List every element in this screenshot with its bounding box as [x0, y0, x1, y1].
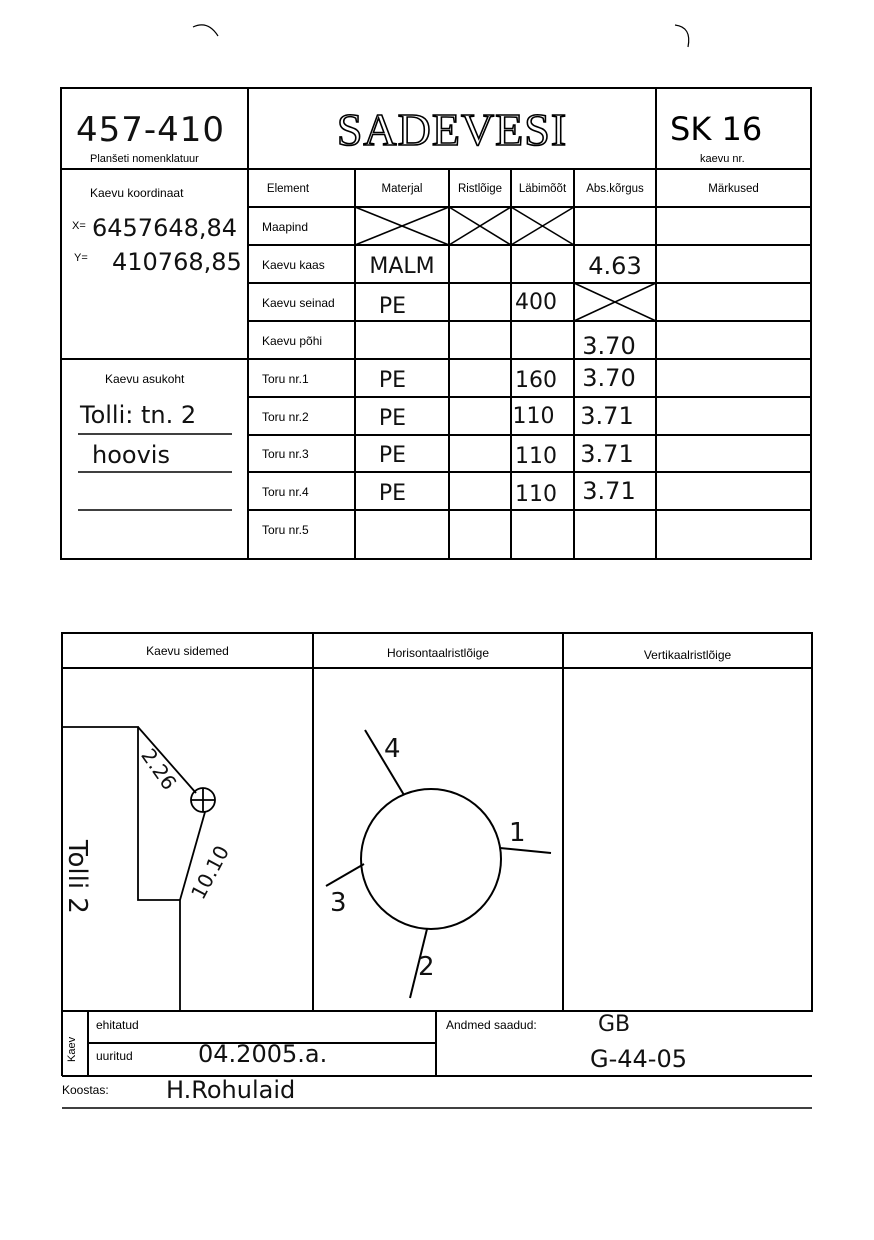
row-material: MALM	[369, 253, 435, 279]
row-material: PE	[378, 442, 407, 468]
row-element: Toru nr.1	[262, 372, 309, 386]
dimension-top: 2.26	[136, 744, 182, 795]
pipe-label-3: 3	[330, 888, 347, 918]
vertical-section-header: Vertikaalristlõige	[643, 648, 732, 662]
built-label: ehitatud	[96, 1018, 139, 1032]
dimension-side: 10.10	[186, 841, 235, 904]
header-element: Element	[266, 182, 310, 195]
links-header: Kaevu sidemed	[146, 644, 229, 658]
data-entered-value1: GB	[598, 1012, 631, 1037]
row-element: Kaevu seinad	[262, 296, 335, 310]
row-abs-height: 4.63	[588, 252, 642, 280]
row-abs-height: 3.71	[582, 477, 636, 505]
y-coordinate-value: 410768,85	[112, 248, 242, 276]
row-material: PE	[378, 293, 407, 319]
header-section: Ristlõige	[457, 182, 503, 195]
x-coordinate-value: 6457648,84	[92, 214, 238, 242]
header-material: Materjal	[381, 182, 423, 195]
row-element: Toru nr.4	[262, 485, 309, 499]
nomenclature-label: Planšeti nomenklatuur	[90, 153, 199, 165]
row-diameter: 110	[512, 403, 555, 429]
row-abs-height: 3.70	[582, 332, 636, 360]
row-diameter: 160	[515, 367, 557, 393]
row-element: Maapind	[262, 220, 309, 234]
row-material: PE	[378, 367, 407, 393]
header-diameter: Läbimõõt	[518, 182, 567, 195]
surveyed-label: uuritud	[96, 1049, 133, 1063]
row-diameter: 400	[515, 289, 557, 315]
horizontal-section-header: Horisontaalristlõige	[386, 646, 490, 660]
header-notes: Märkused	[708, 182, 759, 195]
horizontal-section-drawing	[326, 730, 551, 998]
row-element: Toru nr.2	[262, 410, 309, 424]
row-element: Toru nr.5	[262, 523, 309, 537]
row-material: PE	[378, 405, 407, 431]
row-element: Kaevu põhi	[262, 334, 323, 348]
data-entered-label: Andmed saadud:	[446, 1018, 537, 1032]
location-label: Kaevu asukoht	[105, 372, 185, 386]
pipe-label-2: 2	[418, 952, 435, 982]
pipe-label-1: 1	[509, 818, 526, 848]
x-prefix: X=	[72, 220, 86, 232]
row-element: Toru nr.3	[262, 447, 309, 461]
scan-mark-right	[675, 25, 689, 47]
row-diameter: 110	[515, 443, 557, 469]
row-diameter: 110	[515, 481, 557, 507]
street-label: Tolli 2	[62, 840, 92, 914]
location-line1: Tolli: tn. 2	[80, 401, 197, 429]
data-entered-value2: G-44-05	[590, 1045, 687, 1073]
row-abs-height: 3.70	[582, 364, 636, 392]
scan-mark-left	[193, 25, 218, 36]
well-number-label: kaevu nr.	[700, 153, 745, 165]
well-number-value: SK 16	[670, 110, 763, 148]
row-element: Kaevu kaas	[262, 258, 325, 272]
compiled-value: H.Rohulaid	[166, 1076, 296, 1104]
coordinates-label: Kaevu koordinaat	[90, 186, 184, 200]
well-side-label: Kaev	[66, 1036, 78, 1062]
pipe-label-4: 4	[384, 734, 401, 764]
row-abs-height: 3.71	[580, 402, 634, 430]
page-title: SADEVESI	[336, 103, 568, 155]
compiled-label: Koostas:	[62, 1083, 109, 1097]
row-abs-height: 3.71	[580, 440, 634, 468]
header-abs-height: Abs.kõrgus	[586, 182, 644, 195]
y-prefix: Y=	[74, 252, 88, 264]
row-material: PE	[378, 480, 407, 506]
location-line2: hoovis	[92, 441, 170, 469]
surveyed-value: 04.2005.a.	[198, 1040, 328, 1068]
nomenclature-value: 457-410	[76, 110, 226, 150]
